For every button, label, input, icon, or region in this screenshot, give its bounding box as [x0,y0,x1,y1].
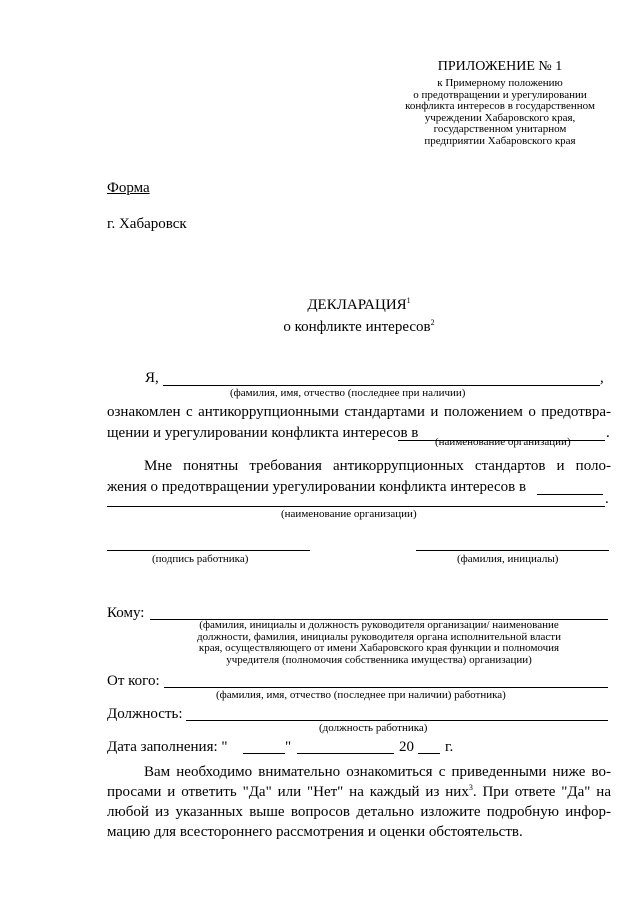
to-caption-line: (фамилия, инициалы и должность руководителя организации/ наименование [199,619,559,631]
instruction-line-2 [107,782,611,803]
date-year-prefix: 20 [399,739,414,755]
footnote-ref-3: 3 [468,783,473,792]
appendix-line: государственном унитарном [433,123,567,135]
footnote-ref-2: 2 [430,318,435,327]
fio-caption: (фамилия, имя, отчество (последнее при наличии) [230,387,466,399]
acquainted-line-2: щении и урегулировании конфликта интересов в [107,425,419,441]
position-caption: (должность работника) [319,722,428,734]
date-quote-close: " [285,739,292,755]
organization-caption-1: (наименование организации) [435,436,571,448]
instruction-line-2b: . При ответе "Да" на [472,784,611,800]
city-label: г. Хабаровск [107,216,187,232]
date-day-field[interactable] [243,753,285,754]
date-month-field[interactable] [297,753,394,754]
instruction-line-2a: просами и ответить "Да" или "Нет" на каждый из них [107,784,469,800]
date-year-field[interactable] [418,753,440,754]
appendix-header [380,58,620,147]
declaration-subtitle-text: о конфликте интересов [283,319,431,335]
to-caption-line: должности, фамилия, инициалы руководителя органа исполнительной власти [197,630,561,643]
from-caption: (фамилия, имя, отчество (последнее при наличии) работника) [216,689,506,701]
appendix-title: ПРИЛОЖЕНИЕ № 1 [437,59,563,74]
date-label: Дата заполнения: " [107,739,228,755]
to-label: Кому: [107,605,145,621]
organization-caption-2: (наименование организации) [281,508,417,520]
appendix-line: учреждении Хабаровского края, [424,111,576,124]
declaration-title [107,295,611,316]
to-caption [150,620,608,666]
to-caption-line: края, осуществляющего от имени Хабаровского края функции и полномочия [198,642,560,654]
name-initials-caption: (фамилия, инициалы) [457,553,559,565]
appendix-subtitle [380,78,620,147]
fio-field-line[interactable] [163,385,600,386]
organization-field-line-2b[interactable] [107,506,605,507]
from-label: От кого: [107,673,160,689]
to-caption-line: учредителя (полномочия собственника имущества) организации) [226,653,532,666]
instruction-line-4: мацию для всестороннего рассмотрения и оценки обстоятельств. [107,824,523,840]
understand-line-2: жения о предотвращении урегулировании конфликта интересов в [107,479,527,495]
date-year-suffix: г. [445,739,454,755]
understand-line-end: . [605,491,609,507]
acquainted-line-1: ознакомлен с антикоррупционными стандартами и положением о предотвра- [107,404,611,420]
signature-caption: (подпись работника) [152,553,249,565]
instruction-line-1: Вам необходимо внимательно ознакомиться с приведенными ниже во- [144,764,611,780]
appendix-line: о предотвращении и урегулировании [413,88,587,101]
position-label: Должность: [107,706,183,722]
appendix-line: конфликта интересов в государственном [405,100,595,112]
declaration-subtitle [107,317,611,338]
instruction-line-3: любой из указанных выше вопросов детально изложите подробную инфор- [107,804,611,820]
name-initials-field-line[interactable] [416,550,609,551]
form-label: Форма [107,180,150,196]
appendix-line: к Примерному положению [437,77,563,89]
position-field-line[interactable] [186,720,608,721]
appendix-line: предприятии Хабаровского края [424,134,576,147]
declaration-title-text: ДЕКЛАРАЦИЯ [307,297,407,313]
acquainted-line-end: . [606,425,610,441]
signature-field-line[interactable] [107,550,310,551]
i-label: Я, [145,370,159,386]
footnote-ref-1: 1 [406,296,411,305]
organization-field-line-2a[interactable] [537,494,603,495]
from-field-line[interactable] [164,687,608,688]
understand-line-1: Мне понятны требования антикоррупционных стандартов и поло- [144,458,611,474]
i-comma: , [600,370,604,386]
